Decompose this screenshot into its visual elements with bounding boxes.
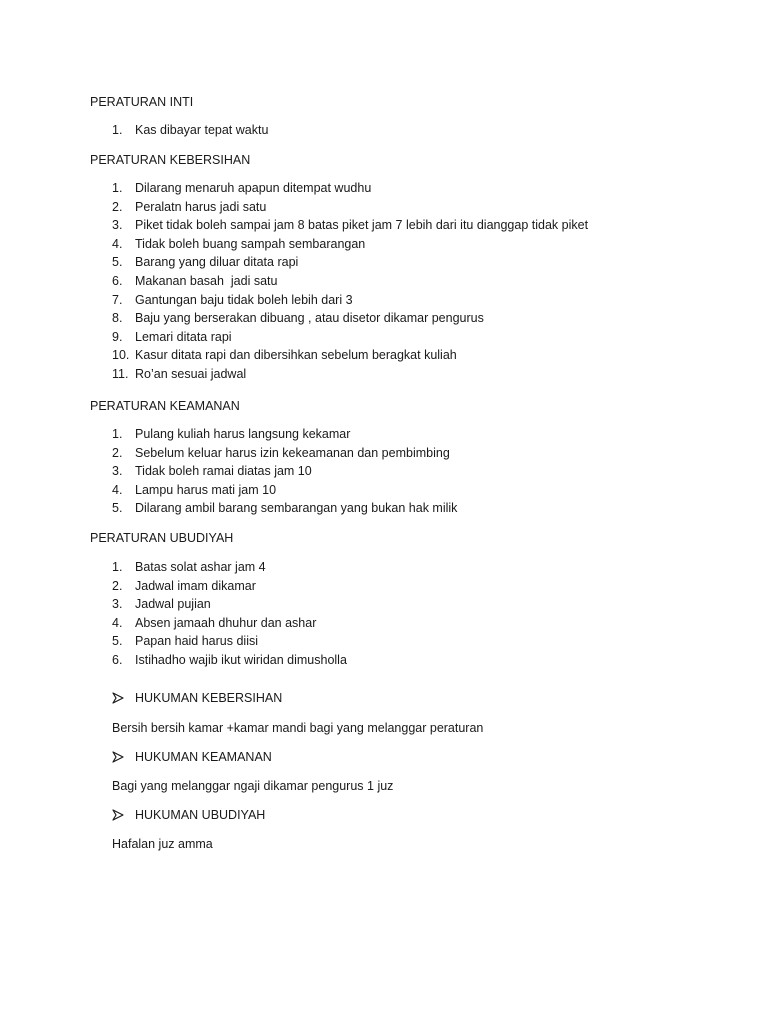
section-heading: PERATURAN INTI bbox=[90, 95, 194, 109]
list-item-text: Lampu harus mati jam 10 bbox=[135, 482, 277, 497]
list-item-text: Ro’an sesuai jadwal bbox=[135, 366, 247, 381]
list-number: 7. bbox=[112, 292, 123, 307]
list-number: 1. bbox=[112, 181, 123, 195]
list-number: 4. bbox=[112, 615, 123, 630]
list-item-text: Pulang kuliah harus langsung kekamar bbox=[135, 427, 351, 441]
list-item-text: Jadwal imam dikamar bbox=[135, 578, 256, 593]
list-number: 6. bbox=[112, 273, 123, 288]
list-number: 8. bbox=[112, 311, 123, 326]
list-number: 2. bbox=[112, 199, 123, 214]
punishment-heading: HUKUMAN UBUDIYAH bbox=[135, 808, 266, 822]
arrowhead-icon bbox=[112, 751, 124, 763]
list-item-text: Lemari ditata rapi bbox=[135, 329, 232, 344]
list-item-text: Batas solat ashar jam 4 bbox=[135, 560, 266, 574]
list-item-text: Tidak boleh ramai diatas jam 10 bbox=[135, 464, 312, 479]
list-number: 4. bbox=[112, 236, 123, 251]
punishment-heading: HUKUMAN KEAMANAN bbox=[135, 750, 272, 764]
list-item-text: Istihadho wajib ikut wiridan dimusholla bbox=[135, 652, 347, 667]
list-number: 3. bbox=[112, 464, 123, 479]
list-number: 1. bbox=[112, 123, 123, 137]
arrowhead-icon bbox=[112, 692, 124, 704]
list-item-text: Piket tidak boleh sampai jam 8 batas piket jam 7 lebih dari itu dianggap tidak piket bbox=[135, 218, 589, 233]
list-item-text: Jadwal pujian bbox=[135, 597, 211, 612]
list-item-text: Kas dibayar tepat waktu bbox=[135, 123, 269, 137]
list-item-text: Peralatn harus jadi satu bbox=[135, 199, 267, 214]
list-number: 3. bbox=[112, 218, 123, 233]
punishment-text: Bersih bersih kamar +kamar mandi bagi yang melanggar peraturan bbox=[112, 721, 484, 735]
arrowhead-icon bbox=[112, 809, 124, 821]
list-item-text: Makanan basah jadi satu bbox=[135, 273, 278, 288]
list-number: 5. bbox=[112, 634, 123, 649]
list-number: 2. bbox=[112, 578, 123, 593]
list-item-text: Papan haid harus diisi bbox=[135, 634, 258, 649]
list-item-text: Barang yang diluar ditata rapi bbox=[135, 255, 299, 270]
list-item-text: Tidak boleh buang sampah sembarangan bbox=[135, 236, 366, 251]
punishment-text: Hafalan juz amma bbox=[112, 837, 213, 851]
section-heading: PERATURAN KEAMANAN bbox=[90, 399, 240, 413]
list-number: 11. bbox=[112, 366, 129, 381]
list-number: 6. bbox=[112, 652, 123, 667]
list-number: 2. bbox=[112, 445, 123, 460]
list-number: 10. bbox=[112, 348, 130, 363]
list-number: 4. bbox=[112, 482, 123, 497]
list-number: 5. bbox=[112, 501, 123, 516]
list-item-text: Gantungan baju tidak boleh lebih dari 3 bbox=[135, 292, 353, 307]
section-heading: PERATURAN UBUDIYAH bbox=[90, 531, 234, 545]
list-number: 3. bbox=[112, 597, 123, 612]
list-item-text: Dilarang ambil barang sembarangan yang bukan hak milik bbox=[135, 501, 458, 516]
list-number: 1. bbox=[112, 427, 123, 441]
section-heading: PERATURAN KEBERSIHAN bbox=[90, 153, 251, 167]
list-item-text: Sebelum keluar harus izin kekeamanan dan pembimbing bbox=[135, 445, 450, 460]
list-item-text: Kasur ditata rapi dan dibersihkan sebelum beragkat kuliah bbox=[135, 348, 457, 363]
list-item-text: Absen jamaah dhuhur dan ashar bbox=[135, 615, 317, 630]
punishment-text: Bagi yang melanggar ngaji dikamar pengurus 1 juz bbox=[112, 779, 394, 793]
list-item-text: Dilarang menaruh apapun ditempat wudhu bbox=[135, 181, 372, 195]
list-number: 9. bbox=[112, 329, 123, 344]
punishment-heading: HUKUMAN KEBERSIHAN bbox=[135, 691, 283, 705]
list-number: 5. bbox=[112, 255, 123, 270]
list-number: 1. bbox=[112, 560, 123, 574]
list-item-text: Baju yang berserakan dibuang , atau disetor dikamar pengurus bbox=[135, 311, 484, 326]
